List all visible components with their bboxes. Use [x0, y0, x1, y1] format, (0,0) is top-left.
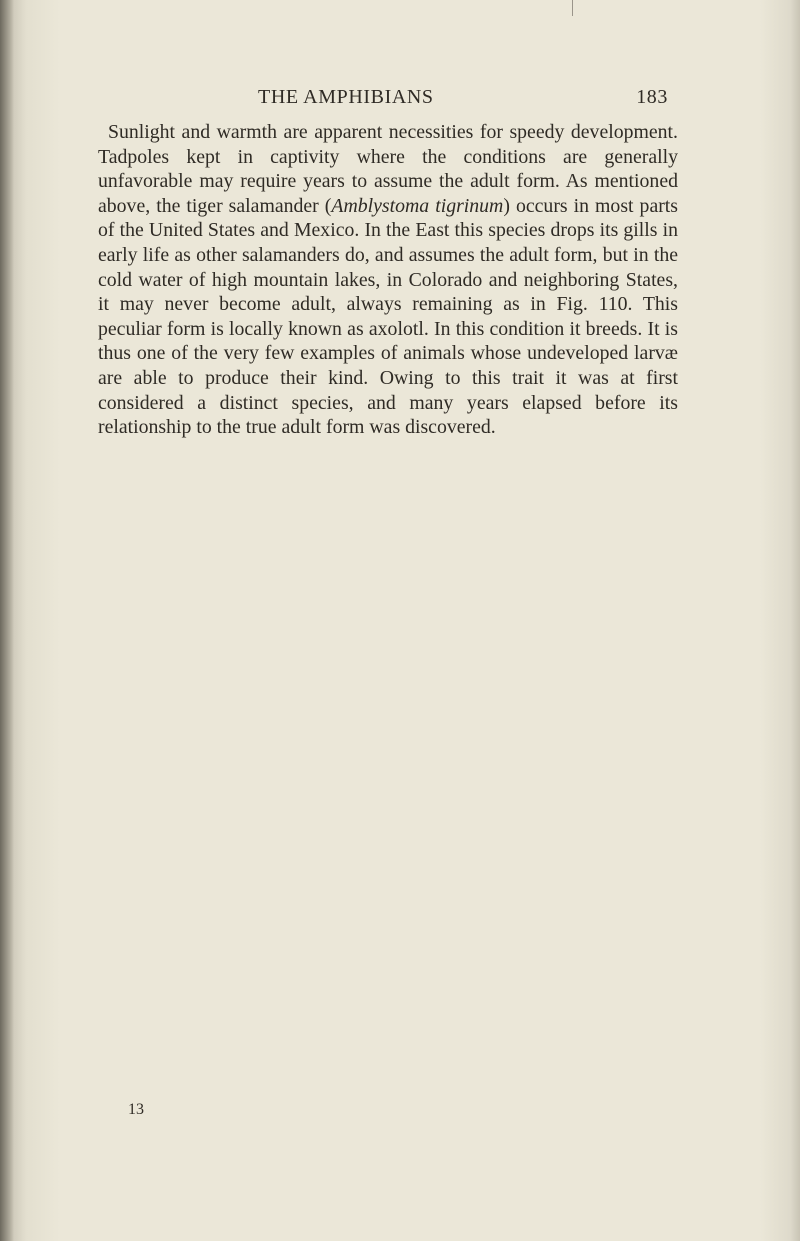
running-head: THE AMPHIBIANS [258, 86, 434, 108]
signature-mark: 13 [128, 1101, 144, 1118]
top-edge-mark [572, 0, 573, 16]
species-name: Amblystoma tigrinum [331, 194, 504, 217]
paragraph [98, 120, 678, 440]
page-number: 183 [636, 86, 668, 108]
paragraph-text-start: Sunlight and warmth are apparent necessities for speedy development. Tadpoles kept in captivity where the conditions are generally unfavorable may require years to assume the adult form. As mentioned above, the tiger salamander ( [98, 121, 678, 217]
page-spine-shadow [0, 0, 14, 1241]
body-text [98, 120, 678, 440]
paragraph-text-end: ) occurs in most parts of the United States and Mexico. In the East this species drops its gills in early life as other salamanders do, and assumes the adult form, but in the cold water of high mountain lakes, in Colorado and neighboring States, it may never become adult, always remaining as in Fig. 110. This peculiar form is locally known as axolotl. In this condition it breeds. It is thus one of the very few examples of animals whose undeveloped larvæ are able to produce their kind. Owing to this trait it was at first considered a distinct species, and many years elapsed before its relationship to the true adult form was discovered. [98, 194, 679, 439]
